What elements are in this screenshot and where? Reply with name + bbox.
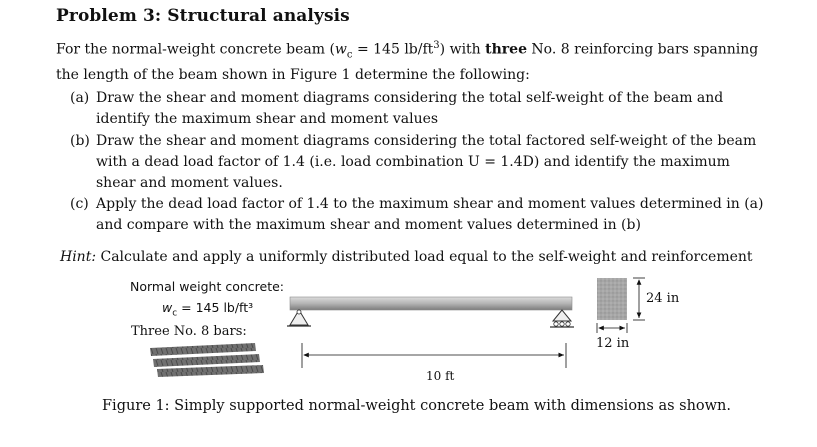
height-dim-label: 24 in — [646, 291, 680, 306]
rebar-bars — [150, 343, 264, 377]
intro-w-symbol: w — [334, 41, 347, 58]
rebar-label: Three No. 8 bars: — [131, 324, 247, 339]
wc-label — [162, 300, 253, 319]
intro-weight-exponent: 3 — [433, 40, 440, 51]
rebar-bar — [153, 354, 260, 367]
span-dimension — [302, 343, 566, 368]
height-dimension — [633, 278, 645, 320]
part-c-label: (c) — [70, 196, 89, 212]
wc-subscript: c — [172, 308, 178, 319]
beam — [290, 297, 572, 310]
roller-support — [550, 310, 574, 327]
hint-label: Hint: — [60, 249, 97, 265]
problem-title: Problem 3: Structural analysis — [56, 6, 350, 26]
width-dim-label: 12 in — [596, 336, 630, 351]
figure-caption: Figure 1: Simply supported normal-weight concrete beam with dimensions as shown. — [102, 398, 732, 414]
part-b-text: Draw the shear and moment diagrams considering the total factored self-weight of the beam with a dead load factor of 1.4 (i.e. load combination U = 1.4D) and identify the maximum shear and moment values. — [96, 133, 757, 191]
hint-text: Calculate and apply a uniformly distributed load equal to the self-weight and reinforcement — [96, 249, 753, 265]
pin-support — [287, 310, 311, 326]
wc-value: = 145 lb/ft³ — [177, 300, 254, 315]
part-c-text: Apply the dead load factor of 1.4 to the maximum shear and moment values determined in (a) and compare with the maximum shear and moment values determined in (b) — [96, 196, 764, 233]
intro-weight-value: = 145 lb/ft — [352, 41, 434, 58]
intro-rest: No. 8 reinforcing bars spanning the length of the beam shown in Figure 1 determine the following: — [56, 41, 759, 84]
part-b-label: (b) — [70, 133, 90, 149]
part-a-text: Draw the shear and moment diagrams considering the total self-weight of the beam and identify the maximum shear and moment values — [96, 90, 724, 127]
intro-before-weight: For the normal-weight concrete beam ( — [56, 41, 335, 58]
part-a-label: (a) — [70, 90, 90, 106]
intro-w-subscript: c — [346, 49, 353, 61]
intro-bold-word: three — [485, 41, 527, 58]
rebar-bar — [150, 343, 256, 356]
wc-symbol: w — [162, 300, 173, 315]
rebar-bar — [157, 365, 264, 377]
width-dimension — [597, 323, 627, 333]
beam-cross-section — [597, 278, 627, 320]
span-dim-label: 10 ft — [426, 369, 455, 383]
concrete-label: Normal weight concrete: — [130, 279, 284, 294]
intro-after-weight: ) with — [439, 41, 486, 58]
